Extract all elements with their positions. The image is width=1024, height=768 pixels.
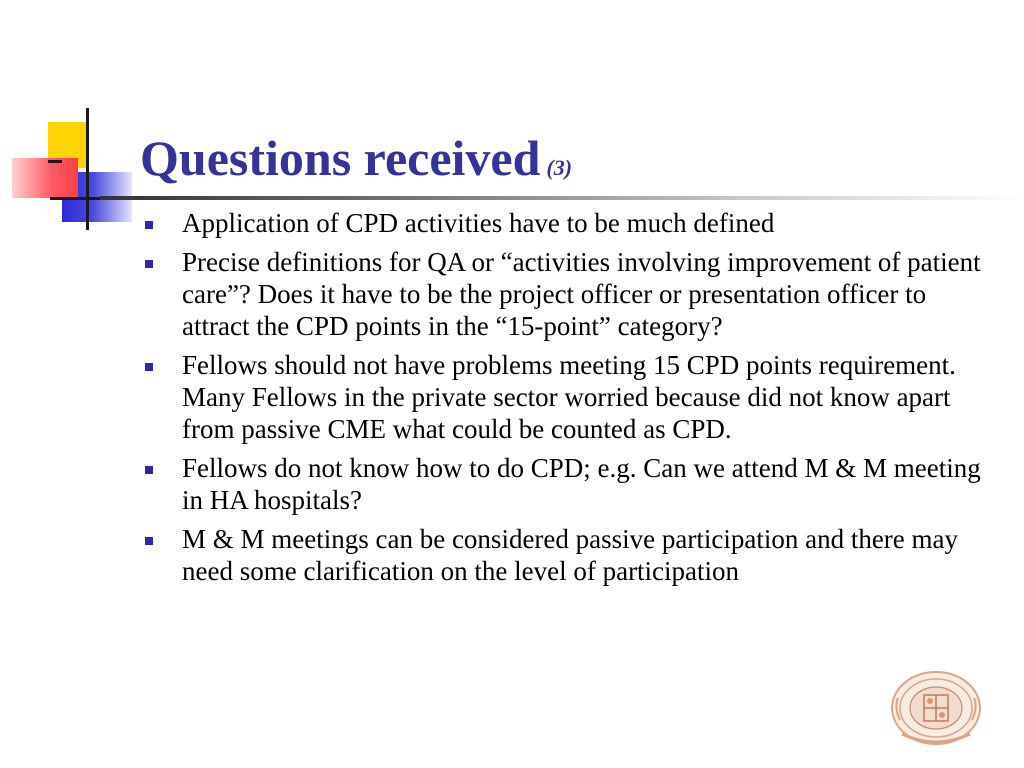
bullet-text: M & M meetings can be considered passive participation and there may need some clarification on the level of participation — [182, 524, 959, 586]
deco-short-line — [48, 160, 62, 163]
bullet-marker-icon — [145, 260, 153, 268]
bullet-item — [145, 452, 995, 516]
bullet-text: Fellows should not have problems meeting 15 CPD points requirement. Many Fellows in the private sector worried because did not know apart from passive CME what could be counted as CPD. — [182, 350, 956, 444]
bullet-marker-icon — [145, 363, 153, 371]
slide-title — [140, 128, 572, 198]
college-seal-logo — [888, 668, 984, 750]
bullet-item — [145, 246, 995, 342]
bullet-item — [145, 207, 995, 239]
bullet-text: Fellows do not know how to do CPD; e.g. Can we attend M & M meeting in HA hospitals? — [182, 453, 981, 515]
bullet-text: Precise definitions for QA or “activities involving improvement of patient care”? Does it have to be the project officer or presentation officer to attract the CPD points in the “15-point” category? — [182, 247, 981, 341]
slide-title-suffix: (3) — [546, 155, 573, 180]
bullet-list — [145, 207, 995, 594]
bullet-text: Application of CPD activities have to be much defined — [182, 208, 775, 238]
bullet-marker-icon — [145, 537, 153, 545]
corner-decoration — [0, 100, 140, 230]
deco-red-square — [12, 158, 78, 198]
title-underline — [100, 196, 1024, 200]
bullet-item — [145, 349, 995, 445]
deco-vertical-line — [86, 108, 89, 230]
bullet-marker-icon — [145, 466, 153, 474]
bullet-item — [145, 523, 995, 587]
slide-title-text: Questions received — [140, 130, 541, 186]
bullet-marker-icon — [145, 221, 153, 229]
